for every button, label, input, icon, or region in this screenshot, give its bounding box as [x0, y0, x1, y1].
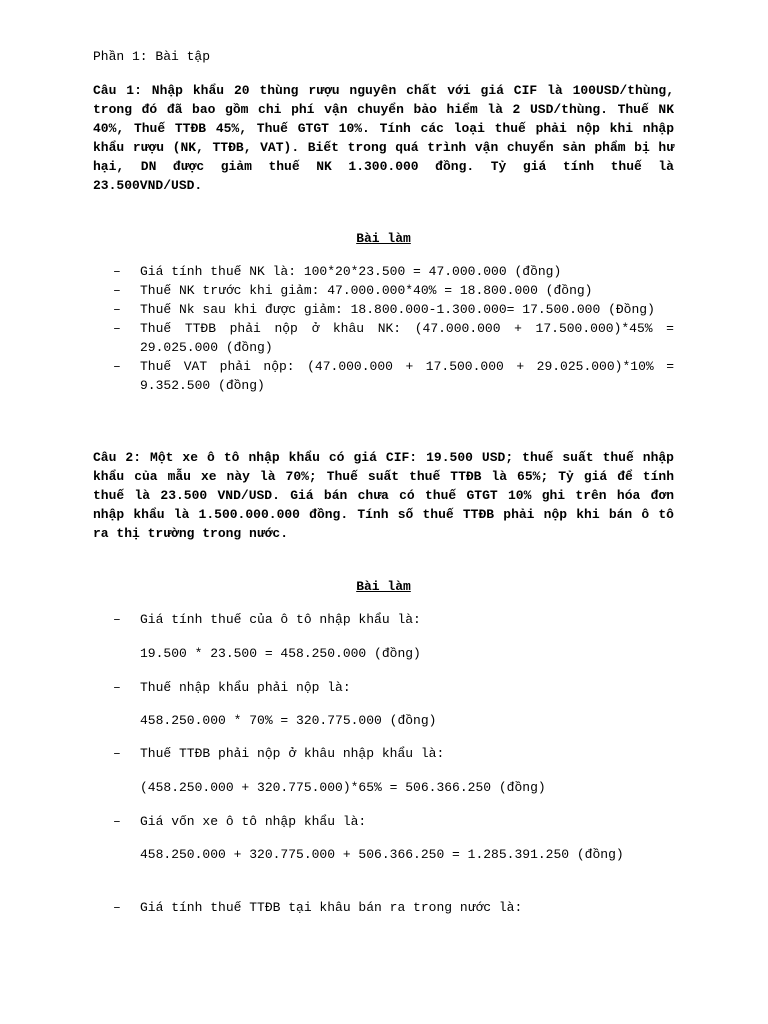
formula-line: (458.250.000 + 320.775.000)*65% = 506.366.250 (đồng) — [140, 780, 546, 795]
solution-heading-1: Bài làm — [356, 231, 411, 246]
list-item: – Thuế nhập khẩu phải nộp là: — [113, 680, 351, 695]
list-item: – Thuế Nk sau khi được giảm: 18.800.000-1.300.000= 17.500.000 (Đồng) — [113, 302, 655, 317]
list-item: – Giá tính thuế TTĐB tại khâu bán ra trong nước là: — [113, 900, 523, 915]
solution-2-step-1 — [113, 610, 674, 629]
list-item: – Giá tính thuế NK là: 100*20*23.500 = 47.000.000 (đồng) — [113, 264, 562, 279]
solution-2-step-2 — [113, 678, 674, 697]
list-item: – Giá tính thuế của ô tô nhập khẩu là: — [113, 612, 421, 627]
solution-2-step-5 — [113, 898, 674, 917]
solution-1-list — [113, 262, 674, 395]
solution-2-step-4 — [113, 812, 674, 831]
formula-line: 458.250.000 * 70% = 320.775.000 (đồng) — [140, 713, 437, 728]
list-item: – Thuế TTĐB phải nộp ở khâu NK: (47.000.000 + 17.500.000)*45% = 29.025.000 (đồng) — [113, 321, 674, 355]
solution-2-step-3 — [113, 744, 674, 763]
question-2-text: Câu 2: Một xe ô tô nhập khẩu có giá CIF: 19.500 USD; thuế suất thuế nhập khẩu của mẫu xe này là 70%; Thuế suất thuế TTĐB là 65%; Tỷ giá để tính thuế là 23.500 VND/USD. Giá bán chưa có thuế GTGT 10% ghi trên hóa đơn nhập khẩu là 1.500.000.000 đồng. Tính số thuế TTĐB phải nộp khi bán ô tô ra thị trường trong nước. — [93, 450, 674, 541]
part-title: Phần 1: Bài tập — [93, 49, 211, 64]
list-item: – Thuế TTĐB phải nộp ở khâu nhập khẩu là: — [113, 746, 445, 761]
list-item: – Giá vốn xe ô tô nhập khẩu là: — [113, 814, 367, 829]
solution-heading-2: Bài làm — [356, 579, 411, 594]
formula-line: 19.500 * 23.500 = 458.250.000 (đồng) — [140, 646, 421, 661]
list-item: – Thuế VAT phải nộp: (47.000.000 + 17.500.000 + 29.025.000)*10% = 9.352.500 (đồng) — [113, 359, 674, 393]
list-item: – Thuế NK trước khi giảm: 47.000.000*40% = 18.800.000 (đồng) — [113, 283, 593, 298]
question-1-text: Câu 1: Nhập khẩu 20 thùng rượu nguyên chất với giá CIF là 100USD/thùng, trong đó đã bao gồm chi phí vận chuyển bảo hiểm là 2 USD/thùng. Thuế NK 40%, Thuế TTĐB 45%, Thuế GTGT 10%. Tính các loại thuế phải nộp khi nhập khẩu rượu (NK, TTĐB, VAT). Biết trong quá trình vận chuyển sản phẩm bị hư hại, DN được giảm thuế NK 1.300.000 đồng. Tỷ giá tính thuế là 23.500VND/USD. — [93, 83, 674, 193]
formula-line: 458.250.000 + 320.775.000 + 506.366.250 = 1.285.391.250 (đồng) — [140, 847, 624, 862]
